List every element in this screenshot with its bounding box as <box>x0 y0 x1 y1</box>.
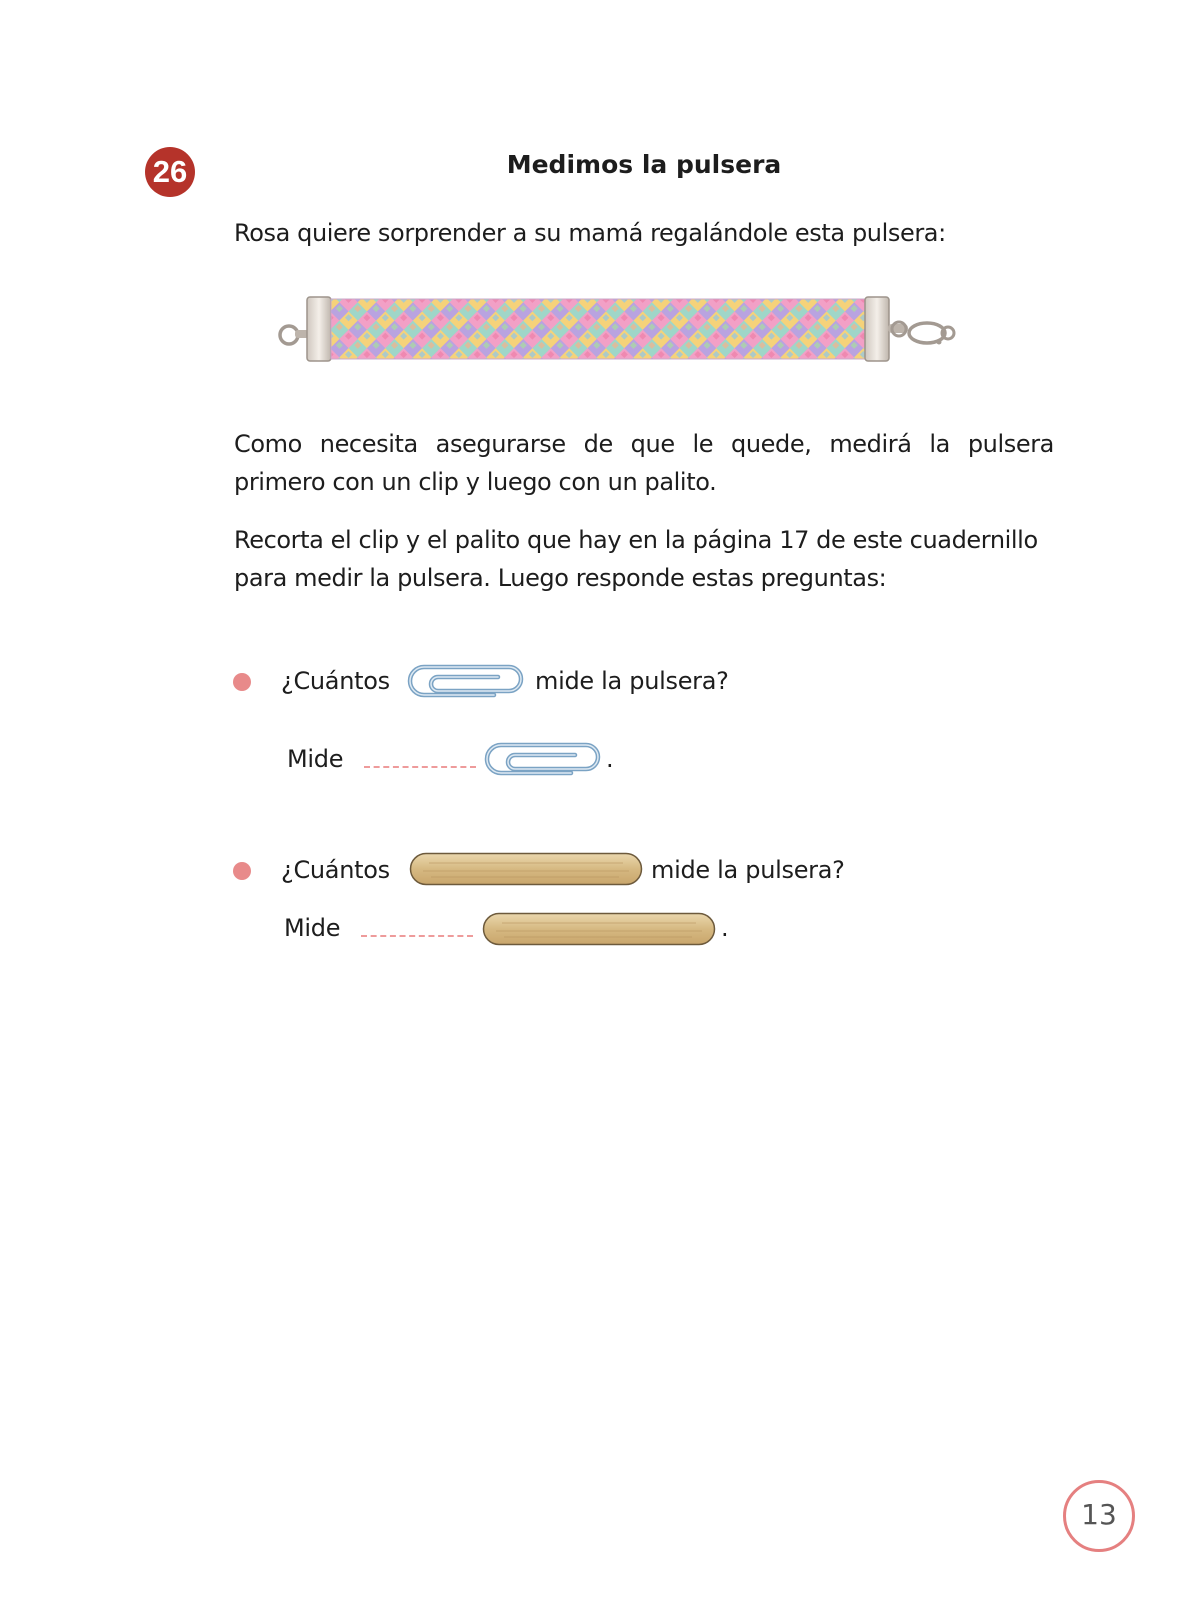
question-prefix: ¿Cuántos <box>281 667 390 695</box>
answer-prefix: Mide <box>287 745 344 773</box>
paperclip-icon <box>483 736 603 782</box>
question-bullet <box>233 862 251 880</box>
answer-blank-2[interactable] <box>361 935 473 937</box>
answer-prefix: Mide <box>284 914 341 942</box>
activity-title: Medimos la pulsera <box>506 150 782 179</box>
question-suffix: mide la pulsera? <box>535 667 729 695</box>
answer-suffix: . <box>721 914 729 942</box>
instruction-paragraph-2: Recorta el clip y el palito que hay en la página 17 de este cuadernillo para medir la pulsera. Luego responde estas preguntas: <box>234 526 1038 592</box>
activity-number-badge: 26 <box>145 147 195 197</box>
answer-blank-1[interactable] <box>364 766 476 768</box>
paperclip-icon <box>406 658 526 704</box>
answer-suffix: . <box>606 745 614 773</box>
intro-text: Rosa quiere sorprender a su mamá regalándole esta pulsera: <box>234 219 946 247</box>
page-number: 13 <box>1063 1480 1135 1552</box>
question-suffix: mide la pulsera? <box>651 856 845 884</box>
instruction-paragraph-1: Como necesita asegurarse de que le quede, medirá la pulsera primero con un clip y luego con un palito. <box>234 430 1054 496</box>
question-prefix: ¿Cuántos <box>281 856 390 884</box>
popsicle-stick-icon <box>482 912 716 946</box>
question-bullet <box>233 673 251 691</box>
bracelet-illustration <box>275 293 965 373</box>
popsicle-stick-icon <box>409 852 643 886</box>
